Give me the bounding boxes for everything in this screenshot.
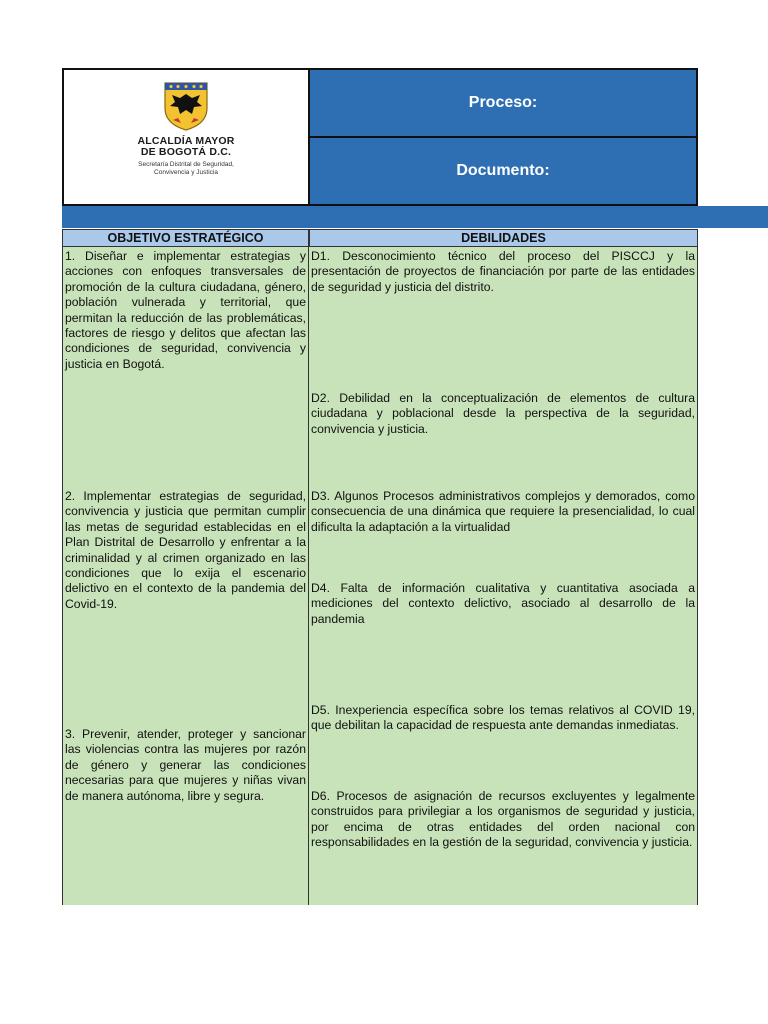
objetivo-item: 2. Implementar estrategias de seguridad, convivencia y justicia que permitan cumplir las metas de seguridad establecidas en el Plan Distrital de Desarrollo y enfrentar a la criminalidad y al crimen organizado en las condiciones que lo exija el escenario delictivo en el contexto de la pandemia del Covid-19. [65, 489, 306, 611]
header-band-extension [698, 206, 768, 228]
document-header [62, 68, 698, 206]
debilidad-item: D2. Debilidad en la conceptualización de elementos de cultura ciudadana y poblacional desde la perspectiva de la seguridad, convivencia y justicia. [311, 391, 695, 436]
header-fields [310, 70, 696, 204]
header-band [62, 206, 768, 228]
objetivo-item: 3. Prevenir, atender, proteger y sancionar las violencias contra las mujeres por razón de género y generar las condiciones necesarias para que mujeres y niñas vivan de manera autónoma, libre y segura. [65, 727, 306, 803]
documento-label: Documento: [310, 138, 696, 204]
debilidad-item: D1. Desconocimiento técnico del proceso del PISCCJ y la presentación de proyectos de financiación por parte de las entidades de seguridad y justicia del distrito. [311, 249, 695, 294]
logo-title-line: ALCALDÍA MAYOR [137, 135, 235, 147]
bogota-coat-of-arms-icon [161, 80, 211, 132]
debilidad-item: D4. Falta de información cualitativa y cuantitativa asociada a mediciones del contexto delictivo, asociado al desarrollo de la pandemia [311, 581, 695, 626]
proceso-label: Proceso: [310, 70, 696, 138]
column-header-debilidades: DEBILIDADES [309, 229, 698, 247]
objetivo-item: 1. Diseñar e implementar estrategias y acciones con enfoques transversales de promoción de la cultura ciudadana, género, población vulnerada y territorial, que permitan la reducción de las problemáticas, factores de riesgo y delitos que afectan las condiciones de seguridad, convivencia y justicia en Bogotá. [65, 249, 306, 371]
debilidad-item: D6. Procesos de asignación de recursos excluyentes y legalmente construidos para privilegiar a los organismos de seguridad y justicia, por encima de otras entidades del orden nacional con responsabilidades en la gestión de la seguridad, convivencia y justicia. [311, 789, 695, 850]
logo-cell [64, 70, 310, 204]
debilidades-column [308, 247, 698, 905]
column-header-objetivo: OBJETIVO ESTRATÉGICO [62, 229, 309, 247]
logo-subtitle-line: Secretaría Distrital de Seguridad, [138, 161, 234, 168]
logo-title-line: DE BOGOTÁ D.C. [140, 146, 232, 158]
objetivos-column [62, 247, 309, 905]
logo-subtitle [138, 161, 234, 177]
debilidad-item: D5. Inexperiencia específica sobre los temas relativos al COVID 19, que debilitan la capacidad de respuesta ante demandas inmediatas. [311, 703, 695, 733]
debilidad-item: D3. Algunos Procesos administrativos complejos y demorados, como consecuencia de una dinámica que requiere la presencialidad, lo cual dificulta la adaptación a la virtualidad [311, 489, 695, 534]
logo-subtitle-line: Convivencia y Justicia [154, 169, 218, 176]
logo-title [137, 136, 234, 158]
